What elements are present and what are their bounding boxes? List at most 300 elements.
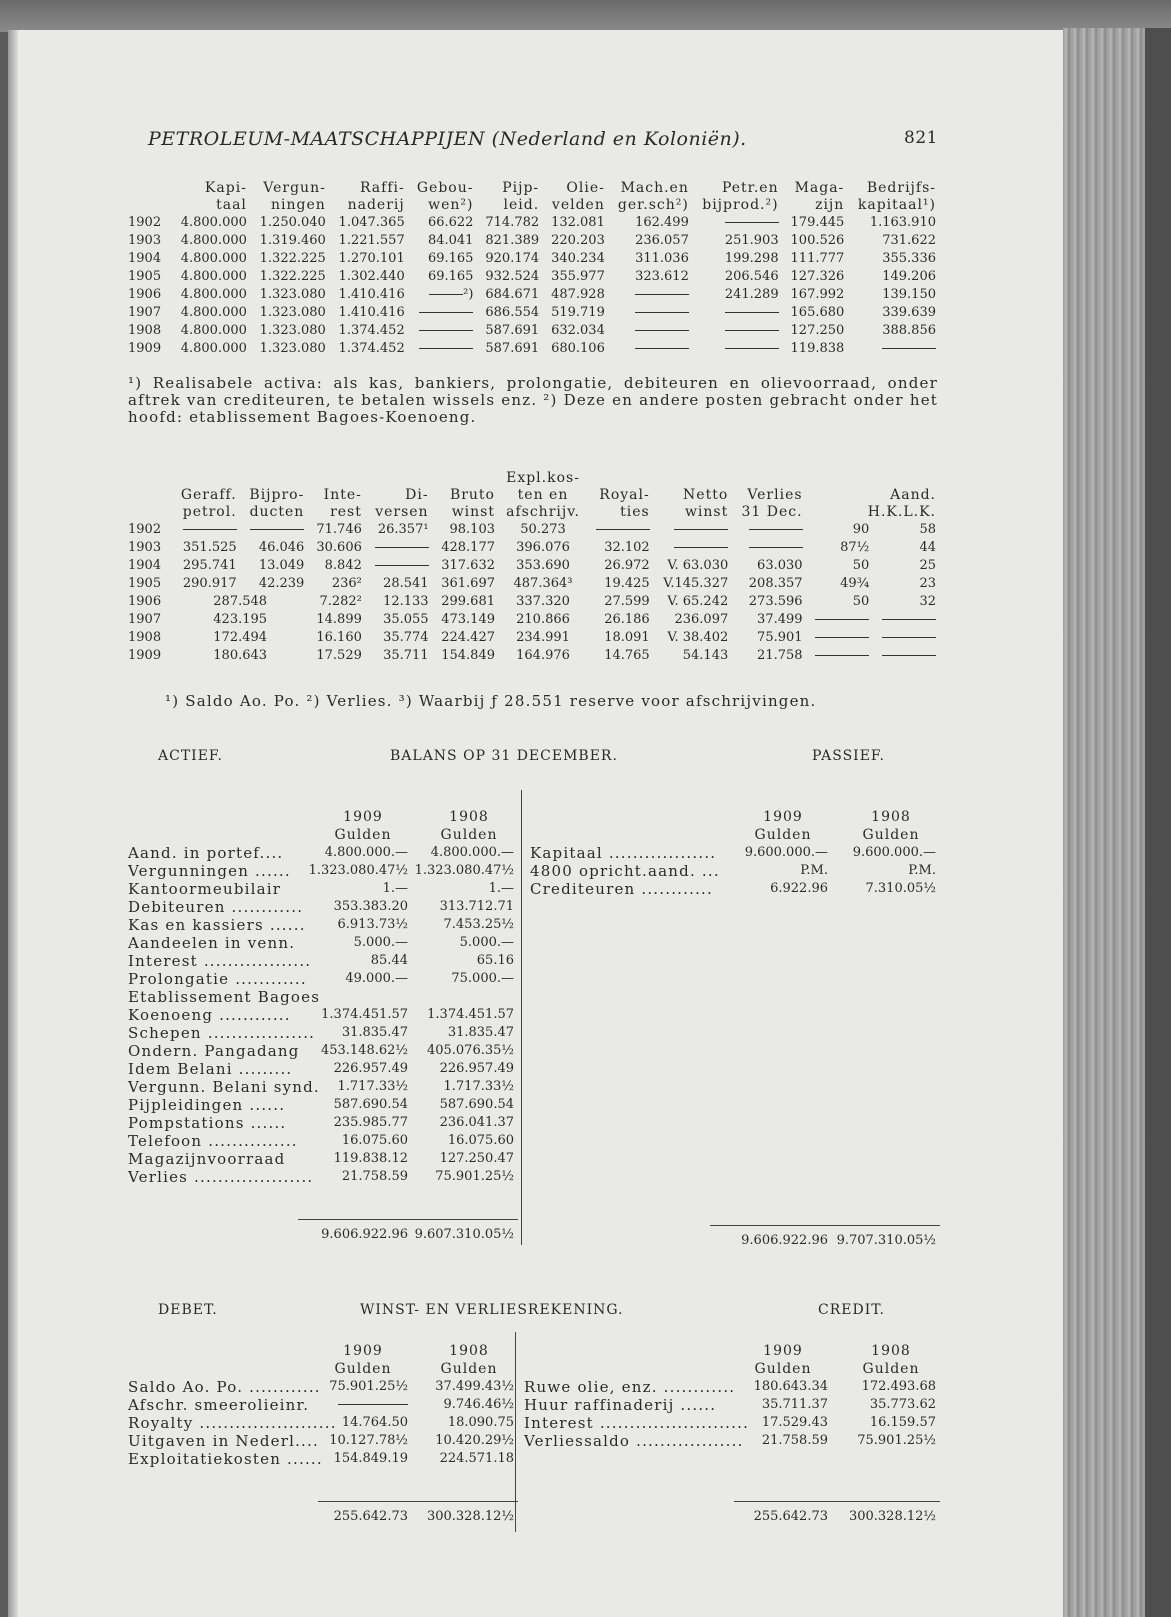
table-cell: 1.323.080 (259, 323, 326, 338)
account-row (128, 934, 518, 952)
table-header-row-1 (128, 487, 940, 504)
table-cell: 487.364³ (513, 576, 573, 591)
dash-rule (882, 348, 936, 349)
table-cell: 731.622 (882, 233, 936, 248)
value-1909: 1.374.451.57 (321, 1007, 408, 1022)
table-cell: 164.976 (516, 648, 570, 663)
page-number: 821 (904, 128, 938, 148)
table-cell (609, 286, 693, 304)
table-cell: 46.046 (258, 540, 305, 555)
table-cell: 119.838 (790, 341, 845, 356)
account-row (128, 1078, 518, 1096)
dash-rule (725, 348, 779, 349)
table-cell: 13.049 (258, 558, 305, 573)
table-cell: 1.250.040 (259, 215, 326, 230)
value-1908: 16.159.57 (869, 1415, 936, 1430)
table-row (128, 340, 940, 358)
total-rule (298, 1219, 518, 1220)
table-cell: 54.143 (682, 648, 729, 663)
table-cell: 21.758 (757, 648, 803, 663)
table-cell (654, 539, 733, 557)
year-header-row (530, 808, 940, 826)
value-1909: 4.800.000.— (324, 845, 408, 860)
table-cell (366, 557, 433, 575)
table-cell (409, 322, 478, 340)
value-1909: 226.957.49 (333, 1061, 408, 1076)
table-cell: 35.711 (383, 648, 429, 663)
value-1909: 453.148.62½ (320, 1043, 408, 1058)
col-unit-1: Gulden (754, 1361, 812, 1377)
value-1908: 1.323.080.47½ (414, 863, 514, 878)
value-1908: 75.000.— (451, 971, 514, 986)
table-cell: V. 65.242 (667, 594, 729, 609)
table-cell: 337.320 (516, 594, 570, 609)
account-row (128, 880, 518, 898)
table-cell: ²) (409, 286, 478, 304)
table-cell (587, 521, 654, 539)
table-row (128, 286, 940, 304)
table-cell: 1.323.080 (259, 305, 326, 320)
dash-rule (419, 312, 473, 313)
col-header: ten en (517, 487, 569, 503)
account-label: Koenoeng ............ (128, 1006, 291, 1024)
table-cell (873, 647, 940, 665)
col-header: Verlies (747, 487, 803, 503)
table-cell: 49¾ (840, 576, 870, 591)
account-row (530, 880, 940, 898)
table-cell: 8.842 (324, 558, 362, 573)
table-cell: 4.800.000 (180, 215, 247, 230)
table-cell (241, 521, 309, 539)
year-cell: 1906 (128, 594, 162, 609)
value-1909: 180.643.34 (753, 1379, 828, 1394)
total-1908: 300.328.12½ (426, 1509, 514, 1524)
table-row (128, 557, 940, 575)
table-cell: 75.901 (757, 630, 803, 645)
account-row (128, 1060, 518, 1078)
table-cell: 351.525 (182, 540, 237, 555)
table-cell: 149.206 (882, 269, 936, 284)
total-1909: 255.642.73 (333, 1509, 408, 1524)
account-label: Royalty ....................... (128, 1414, 337, 1432)
value-1908: 75.901.25½ (857, 1433, 936, 1448)
actief-heading: ACTIEF. (158, 748, 223, 764)
account-label: Exploitatiekosten ...... (128, 1450, 323, 1468)
dash-rule (725, 330, 779, 331)
table-cell: 251.903 (724, 233, 779, 248)
dash-rule (882, 619, 936, 620)
account-row (128, 1432, 518, 1450)
table-cell: 353.690 (516, 558, 570, 573)
col-header: velden (551, 197, 605, 213)
table-cell: 71.746 (316, 522, 362, 537)
value-1908: 75.901.25½ (435, 1169, 514, 1184)
total-row (128, 1508, 518, 1526)
account-row (128, 952, 518, 970)
year-cell: 1905 (128, 576, 162, 591)
spacer (128, 1186, 518, 1226)
table2-footnote: ¹) Saldo Ao. Po. ²) Verlies. ³) Waarbij ƒ 28.551 reserve voor afschrijvingen. (165, 692, 817, 710)
unit-header-row (128, 1360, 518, 1378)
table-cell: 66.622 (427, 215, 474, 230)
table-cell: 50 (852, 594, 870, 609)
value-1908: 172.493.68 (861, 1379, 936, 1394)
value-1909: 5.000.— (353, 935, 408, 950)
table-cell: 127.326 (790, 269, 845, 284)
col-year-2: 1908 (449, 1343, 489, 1359)
table-cell: 4.800.000 (180, 251, 247, 266)
col-header: versen (375, 504, 429, 520)
table-header-row-1 (128, 180, 940, 197)
table-cell: 680.106 (551, 341, 605, 356)
table-cell: 44 (919, 540, 936, 555)
col-header: Petr.en (721, 180, 779, 196)
table-cell: 26.972 (604, 558, 650, 573)
table-cell: 50 (852, 558, 870, 573)
table-row (128, 268, 940, 286)
balance-divider (521, 790, 522, 1245)
table-cell: 236.057 (635, 233, 689, 248)
col-header: Gebou- (416, 180, 474, 196)
account-label: 4800 opricht.aand. ... (530, 862, 720, 880)
table-cell: 241.289 (724, 287, 779, 302)
value-1908: 236.041.37 (439, 1115, 514, 1130)
table-cell: 1.374.452 (338, 323, 405, 338)
table-cell: 1.221.557 (338, 233, 405, 248)
account-label: Aand. in portef.... (128, 844, 284, 862)
col-header: Aand. (890, 487, 936, 503)
table-cell: 18.091 (604, 630, 650, 645)
account-label: Crediteuren ............ (530, 880, 713, 898)
table-cell: 299.681 (441, 594, 495, 609)
account-row (128, 844, 518, 862)
table-cell: 19.425 (604, 576, 650, 591)
table-cell: 236² (331, 576, 362, 591)
table-cell (409, 304, 478, 322)
table-header-row-2 (128, 504, 940, 521)
col-header: Inte- (323, 487, 362, 503)
col-unit-1: Gulden (754, 827, 812, 843)
col-header: Olie- (566, 180, 605, 196)
year-cell: 1907 (128, 305, 162, 320)
table-cell (609, 304, 693, 322)
col-unit-2: Gulden (440, 827, 498, 843)
table-cell: 473.149 (441, 612, 495, 627)
table-cell: 519.719 (551, 305, 605, 320)
col-year-1: 1909 (343, 809, 383, 825)
table-row (128, 593, 940, 611)
account-row (524, 1414, 940, 1432)
table-cell: 87½ (840, 540, 870, 555)
col-header: winst (684, 504, 729, 520)
col-header: Vergun- (263, 180, 326, 196)
total-1908: 9.607.310.05½ (414, 1227, 514, 1242)
table-cell: 14.899 (316, 612, 362, 627)
table-cell (609, 340, 693, 358)
table-cell: 206.546 (724, 269, 779, 284)
year-cell: 1903 (128, 233, 162, 248)
total-row (128, 1226, 518, 1244)
table-cell: 84.041 (427, 233, 474, 248)
table-cell: 287.548 (213, 594, 268, 609)
value-1909: 587.690.54 (333, 1097, 408, 1112)
table-cell: 7.282² (319, 594, 362, 609)
account-label: Huur raffinaderij ...... (524, 1396, 717, 1414)
col-header: Bedrijfs- (866, 180, 936, 196)
table-cell: 587.691 (485, 341, 540, 356)
value-1909: 85.44 (370, 953, 408, 968)
col-year-2: 1908 (449, 809, 489, 825)
table-cell: 69.165 (427, 251, 474, 266)
account-label: Aandeelen in venn. (128, 934, 296, 952)
value-1908: 224.571.18 (439, 1451, 514, 1466)
account-row (530, 862, 940, 880)
table-cell: 423.195 (213, 612, 268, 627)
credit-column (524, 1342, 940, 1526)
table-cell: 295.741 (182, 558, 237, 573)
col-header: ties (620, 504, 650, 520)
col-header: taal (216, 197, 247, 213)
dash-rule (419, 330, 473, 331)
table-cell: 35.774 (383, 630, 429, 645)
col-year-1: 1909 (343, 1343, 383, 1359)
dash-rule (815, 655, 869, 656)
book-top-edge (0, 0, 1171, 32)
year-cell: 1902 (128, 522, 162, 537)
table-cell (693, 214, 783, 232)
table-cell: 208.357 (748, 576, 803, 591)
debet-heading: DEBET. (158, 1302, 218, 1318)
table-cell: 90 (852, 522, 870, 537)
col-header: 31 Dec. (741, 504, 803, 520)
value-1908: 5.000.— (459, 935, 514, 950)
table-cell (873, 629, 940, 647)
value-1909: 353.383.20 (333, 899, 408, 914)
table-cell: 16.160 (316, 630, 362, 645)
table-cell: 37.499 (757, 612, 803, 627)
col-header: Royal- (599, 487, 650, 503)
dash-rule (596, 529, 650, 530)
table-cell: 58 (919, 522, 936, 537)
account-row (128, 1096, 518, 1114)
table-cell (654, 521, 733, 539)
year-cell: 1904 (128, 558, 162, 573)
table-cell: 4.800.000 (180, 305, 247, 320)
table-cell: 154.849 (441, 648, 495, 663)
value-1908: 4.800.000.— (430, 845, 514, 860)
col-year-2: 1908 (871, 809, 911, 825)
debet-column (128, 1342, 518, 1526)
value-1909: P.M. (800, 863, 828, 878)
table-cell: 14.765 (604, 648, 650, 663)
account-row (128, 916, 518, 934)
account-label: Kapitaal .................. (530, 844, 717, 862)
table-header-row-0 (128, 470, 940, 487)
col-unit-2: Gulden (440, 1361, 498, 1377)
col-header: Raffi- (359, 180, 405, 196)
year-header-row (128, 808, 518, 826)
year-header-row (128, 1342, 518, 1360)
credit-heading: CREDIT. (818, 1302, 885, 1318)
table-cell (848, 340, 940, 358)
unit-header-row (524, 1360, 940, 1378)
col-unit-2: Gulden (862, 1361, 920, 1377)
account-label: Telefoon ............... (128, 1132, 298, 1150)
account-label: Ruwe olie, enz. ............ (524, 1378, 736, 1396)
total-rule (734, 1501, 940, 1502)
value-1908: 9.746.46½ (443, 1397, 514, 1412)
value-1908: 35.773.62 (869, 1397, 936, 1412)
dash-rule (674, 529, 728, 530)
account-label: Interest ......................... (524, 1414, 750, 1432)
table-cell: 1.163.910 (869, 215, 936, 230)
col-header: Netto (683, 487, 729, 503)
table-cell: 340.234 (551, 251, 605, 266)
account-row (128, 1006, 518, 1024)
table-cell: 35.055 (383, 612, 429, 627)
table-cell (409, 340, 478, 358)
table-cell: 632.034 (551, 323, 605, 338)
table-cell: 920.174 (485, 251, 540, 266)
account-row (128, 1414, 518, 1432)
account-row (530, 844, 940, 862)
value-1908: 127.250.47 (439, 1151, 514, 1166)
table-row (128, 539, 940, 557)
total-row (530, 1232, 940, 1250)
dash-rule (338, 1404, 408, 1405)
table-cell: 1.319.460 (259, 233, 326, 248)
value-1909: 119.838.12 (333, 1151, 408, 1166)
account-row (128, 1450, 518, 1468)
account-label: Pijpleidingen ...... (128, 1096, 286, 1114)
value-1908: 405.076.35½ (426, 1043, 514, 1058)
table-cell (366, 539, 433, 557)
dash-rule (815, 637, 869, 638)
profit-history-table (128, 470, 940, 665)
year-cell: 1907 (128, 612, 162, 627)
table-cell: 388.856 (882, 323, 936, 338)
dash-rule (749, 529, 803, 530)
total-rule (710, 1225, 940, 1226)
spacer (524, 1450, 940, 1508)
value-1908: 7.310.05½ (865, 881, 936, 896)
table-row (128, 250, 940, 268)
table-cell: 1.410.416 (338, 305, 405, 320)
year-header-row (524, 1342, 940, 1360)
value-1908: 16.075.60 (447, 1133, 514, 1148)
year-cell: 1909 (128, 648, 162, 663)
pnl-divider (515, 1332, 516, 1532)
col-header: winst (451, 504, 495, 520)
dash-rule (725, 312, 779, 313)
table-cell: 17.529 (316, 648, 362, 663)
value-1908: P.M. (908, 863, 936, 878)
table-cell (693, 304, 783, 322)
table-cell: 210.866 (516, 612, 570, 627)
table-cell: 12.133 (383, 594, 429, 609)
account-row (524, 1432, 940, 1450)
table-cell: 4.800.000 (180, 287, 247, 302)
year-cell: 1908 (128, 630, 162, 645)
dash-rule (815, 619, 869, 620)
table-cell: 199.298 (724, 251, 779, 266)
value-1908: 313.712.71 (439, 899, 514, 914)
value-1909: 21.758.59 (341, 1169, 408, 1184)
table-cell: 587.691 (485, 323, 540, 338)
year-cell: 1908 (128, 323, 162, 338)
col-header: Expl.kos- (506, 470, 580, 486)
year-cell: 1909 (128, 341, 162, 356)
table-cell: 25 (919, 558, 936, 573)
table-cell (732, 521, 806, 539)
table-cell: V.145.327 (663, 576, 729, 591)
dash-rule (725, 222, 779, 223)
account-label: Uitgaven in Nederl.... (128, 1432, 319, 1450)
col-year-1: 1909 (763, 1343, 803, 1359)
table-cell: 32 (919, 594, 936, 609)
account-label: Ondern. Pangadang (128, 1042, 300, 1060)
value-1908: 37.499.43½ (435, 1379, 514, 1394)
table-cell: 32.102 (604, 540, 650, 555)
account-row (128, 988, 518, 1006)
col-header: Pijp- (502, 180, 540, 196)
table-cell: 172.494 (213, 630, 268, 645)
table-cell: 27.599 (604, 594, 650, 609)
dash-rule (635, 330, 689, 331)
col-header: rest (330, 504, 362, 520)
col-year-2: 1908 (871, 1343, 911, 1359)
account-row (128, 970, 518, 988)
table-cell (172, 521, 241, 539)
table-cell: V. 38.402 (667, 630, 729, 645)
account-label: Etablissement Bagoes (128, 988, 321, 1006)
dash-rule (183, 529, 237, 530)
table-cell: 23 (919, 576, 936, 591)
table-cell: 339.639 (882, 305, 936, 320)
table-cell: 4.800.000 (180, 269, 247, 284)
actief-column (128, 808, 518, 1244)
col-header: zijn (815, 197, 845, 213)
total-1908: 9.707.310.05½ (836, 1233, 936, 1248)
table-cell: 686.554 (485, 305, 540, 320)
table1-footnote: ¹) Realisabele activa: als kas, bankiers, prolongatie, debiteuren en olievoorraad, onder aftrek van crediteuren, te betalen wissels enz. ²) Deze en andere posten gebracht onder het hoofd: etablissement Bagoes-Koenoeng. (128, 374, 938, 426)
account-label: Idem Belani ......... (128, 1060, 293, 1078)
total-row (524, 1508, 940, 1526)
col-header: afschrijv. (506, 504, 580, 520)
account-row (524, 1378, 940, 1396)
table-cell: 1.410.416 (338, 287, 405, 302)
year-cell: 1902 (128, 215, 162, 230)
table-cell: 821.389 (485, 233, 540, 248)
dash-rule (674, 547, 728, 548)
table-cell: 355.977 (551, 269, 605, 284)
table-cell: 290.917 (182, 576, 237, 591)
table-cell (609, 322, 693, 340)
account-label: Prolongatie ............ (128, 970, 307, 988)
value-1908: 9.600.000.— (852, 845, 936, 860)
table-cell: 30.606 (316, 540, 362, 555)
table-cell: 1.323.080 (259, 341, 326, 356)
table-cell (807, 611, 874, 629)
col-header: Bijpro- (249, 487, 305, 503)
value-1909: 235.985.77 (333, 1115, 408, 1130)
col-header: Mach.en (620, 180, 689, 196)
table-cell: 132.081 (551, 215, 605, 230)
table-cell: V. 63.030 (667, 558, 729, 573)
year-cell: 1904 (128, 251, 162, 266)
account-label: Pompstations ...... (128, 1114, 287, 1132)
table-row (128, 214, 940, 232)
